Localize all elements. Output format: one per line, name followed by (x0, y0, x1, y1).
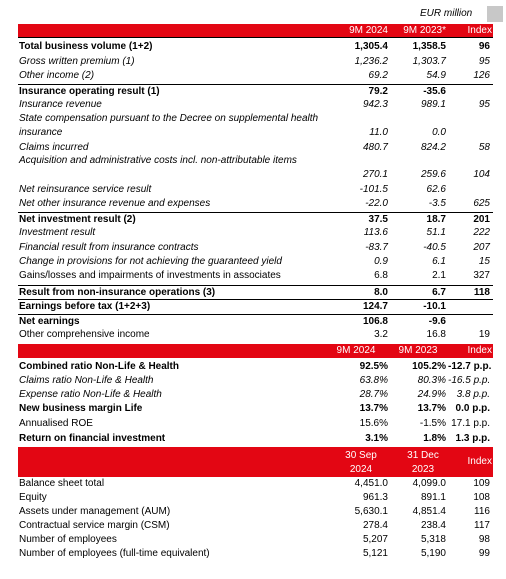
value-current: 4,451.0 (354, 478, 388, 489)
table-row (18, 241, 493, 255)
value-current: 278.4 (362, 520, 388, 531)
value-index: -12.7 p.p. (448, 361, 492, 372)
value-prior: -10.1 (423, 301, 446, 312)
col-header-30sep: 30 Sep (345, 450, 377, 461)
value-index: 118 (473, 287, 490, 298)
value-current: 1,305.4 (354, 41, 388, 52)
value-prior: 1,303.7 (412, 56, 446, 67)
value-index: 222 (473, 227, 490, 238)
table-row (18, 299, 493, 314)
value-index: 3.8 p.p. (456, 389, 490, 400)
row-label: Claims incurred (19, 142, 89, 153)
table-row (18, 505, 493, 519)
row-label: Total business volume (1+2) (19, 41, 153, 52)
row-label: Balance sheet total (19, 478, 105, 489)
value-current: 961.3 (362, 492, 388, 503)
row-label: State compensation pursuant to the Decree on supplemental health insurance (19, 113, 319, 138)
value-current: 1,236.2 (354, 56, 388, 67)
row-label: Net other insurance revenue and expenses (19, 198, 211, 209)
col-header-9m2023: 9M 2023* (403, 25, 446, 36)
table-row (18, 285, 493, 300)
row-label: Gross written premium (1) (19, 56, 135, 67)
value-index: 109 (473, 478, 490, 489)
table-row (18, 477, 493, 491)
value-current: 480.7 (362, 142, 388, 153)
value-index: 96 (478, 41, 490, 52)
table-row (18, 374, 493, 388)
table-row (18, 328, 493, 342)
row-label: Number of employees (19, 534, 117, 545)
table-row (18, 112, 493, 140)
value-prior: 891.1 (420, 492, 446, 503)
row-label: Net earnings (19, 316, 80, 327)
value-prior: 259.6 (420, 169, 446, 180)
value-prior: 62.6 (426, 184, 446, 195)
value-current: 0.9 (374, 256, 388, 267)
value-index: 15 (478, 256, 490, 267)
value-prior: 18.7 (426, 214, 446, 225)
col-header-index: Index (467, 456, 492, 467)
table-row (18, 255, 493, 269)
unit-label: EUR million (420, 8, 473, 19)
value-prior: 16.8 (426, 329, 446, 340)
value-current: 124.7 (362, 301, 388, 312)
row-label: Return on financial investment (19, 433, 166, 444)
value-index: 1.3 p.p. (455, 433, 490, 444)
value-prior: 51.1 (426, 227, 446, 238)
value-prior: 1,358.5 (412, 41, 446, 52)
table-row (18, 98, 493, 112)
section3-header (18, 447, 493, 477)
row-label: Net reinsurance service result (19, 184, 152, 195)
table-row (18, 55, 493, 69)
value-index: 99 (478, 548, 490, 559)
row-label: Earnings before tax (1+2+3) (19, 301, 151, 312)
value-current: 3.1% (365, 433, 388, 444)
value-current: 106.8 (362, 316, 388, 327)
table-row (18, 360, 493, 374)
value-current: 92.5% (359, 361, 388, 372)
table-row (18, 314, 493, 329)
row-label: Financial result from insurance contracts (19, 242, 199, 253)
value-current: 69.2 (368, 70, 388, 81)
table-row (18, 432, 493, 446)
table-row (18, 491, 493, 505)
divider (18, 37, 493, 38)
row-label: Combined ratio Non-Life & Health (19, 361, 179, 372)
value-current: 113.6 (363, 227, 388, 238)
row-label: Insurance operating result (1) (19, 86, 160, 97)
row-label: New business margin Life (19, 403, 143, 414)
value-prior: 5,190 (420, 548, 446, 559)
value-prior: 0.0 (432, 127, 446, 138)
row-label: Annualised ROE (19, 418, 93, 429)
col-header-9m2024: 9M 2024 (336, 345, 376, 356)
col-header-9m2024: 9M 2024 (349, 25, 388, 36)
value-index: 95 (478, 99, 490, 110)
value-index: 207 (473, 242, 490, 253)
value-index: 116 (474, 506, 490, 517)
value-current: 37.5 (368, 214, 388, 225)
row-label: Net investment result (2) (19, 214, 136, 225)
table-row (18, 402, 493, 416)
value-current: 28.7% (359, 389, 388, 400)
value-prior: -1.5% (419, 418, 446, 429)
value-prior: 989.1 (420, 99, 446, 110)
value-current: 13.7% (359, 403, 388, 414)
value-index: 19 (478, 329, 490, 340)
table-row (18, 141, 493, 155)
row-label: Number of employees (full-time equivalent) (19, 548, 210, 559)
value-current: 63.8% (359, 375, 388, 386)
row-label: Acquisition and administrative costs incl. non-attributable items (19, 155, 297, 166)
table-row (18, 417, 493, 431)
value-prior: 6.7 (432, 287, 446, 298)
value-index: 327 (473, 270, 490, 281)
value-current: 270.1 (362, 169, 388, 180)
table-row (18, 183, 493, 197)
value-index: 17.1 p.p. (451, 418, 490, 429)
value-current: -101.5 (359, 184, 388, 195)
value-prior: 80.3% (417, 375, 446, 386)
row-label: Equity (19, 492, 47, 503)
value-prior: 5,318 (420, 534, 446, 545)
value-prior: 4,099.0 (412, 478, 446, 489)
col-header-2024: 2024 (349, 464, 373, 475)
table-row (18, 154, 493, 182)
value-current: 3.2 (374, 329, 388, 340)
value-current: 942.3 (362, 99, 388, 110)
section2-header (18, 344, 493, 358)
table-row (18, 69, 493, 83)
value-current: -22.0 (365, 198, 388, 209)
section1-header (18, 24, 493, 37)
row-label: Other income (2) (19, 70, 95, 81)
value-index: 58 (478, 142, 490, 153)
value-prior: 1.8% (423, 433, 446, 444)
value-current: 11.0 (369, 127, 388, 138)
value-prior: 2.1 (432, 270, 446, 281)
row-label: Insurance revenue (19, 99, 102, 110)
col-header-2023: 2023 (411, 464, 435, 475)
table-row (18, 533, 493, 547)
row-label: Expense ratio Non-Life & Health (19, 389, 162, 400)
value-prior: -9.6 (428, 316, 446, 327)
value-index: 126 (473, 70, 490, 81)
value-prior: 824.2 (420, 142, 446, 153)
value-prior: -3.5 (428, 198, 446, 209)
value-current: 15.6% (359, 418, 388, 429)
value-prior: -35.6 (423, 86, 446, 97)
row-label: Contractual service margin (CSM) (19, 520, 170, 531)
value-prior: 24.9% (417, 389, 446, 400)
table-row (18, 547, 493, 561)
value-index: 108 (473, 492, 490, 503)
value-prior: 238.4 (420, 520, 446, 531)
value-index: 625 (473, 198, 490, 209)
table-row (18, 212, 493, 227)
table-row (18, 197, 493, 211)
value-prior: 4,851.4 (412, 506, 446, 517)
value-index: 98 (478, 534, 490, 545)
col-header-9m2023: 9M 2023 (398, 345, 438, 356)
row-label: Gains/losses and impairments of investments in associates (19, 270, 281, 281)
value-prior: 54.9 (426, 70, 446, 81)
value-index: 95 (478, 56, 490, 67)
value-current: -83.7 (365, 242, 388, 253)
col-header-index: Index (467, 345, 492, 356)
value-index: 104 (473, 169, 490, 180)
col-header-index: Index (467, 25, 492, 36)
table-row (18, 519, 493, 533)
table-row (18, 40, 493, 54)
value-prior: 6.1 (432, 256, 446, 267)
gray-square (487, 6, 503, 22)
footnote-fragment (18, 569, 493, 579)
value-prior: 13.7% (417, 403, 446, 414)
value-index: 201 (473, 214, 490, 225)
value-current: 6.8 (374, 270, 388, 281)
value-current: 5,121 (362, 548, 388, 559)
value-index: -16.5 p.p. (448, 375, 491, 386)
row-label: Result from non-insurance operations (3) (19, 287, 216, 298)
row-label: Assets under management (AUM) (19, 506, 171, 517)
row-label: Investment result (19, 227, 96, 238)
row-label: Claims ratio Non-Life & Health (19, 375, 154, 386)
value-prior: -40.5 (423, 242, 446, 253)
value-current: 79.2 (368, 86, 388, 97)
value-current: 5,630.1 (354, 506, 388, 517)
value-index: 117 (474, 520, 490, 531)
value-index: 0.0 p.p. (455, 403, 490, 414)
table-row (18, 226, 493, 240)
row-label: Other comprehensive income (19, 329, 150, 340)
table-row (18, 388, 493, 402)
value-prior: 105.2% (412, 361, 446, 372)
table-row (18, 269, 493, 283)
col-header-31dec: 31 Dec (407, 450, 439, 461)
row-label: Change in provisions for not achieving the guaranteed yield (19, 256, 282, 267)
table-row (18, 84, 493, 99)
value-current: 8.0 (374, 287, 388, 298)
value-current: 5,207 (362, 534, 388, 545)
